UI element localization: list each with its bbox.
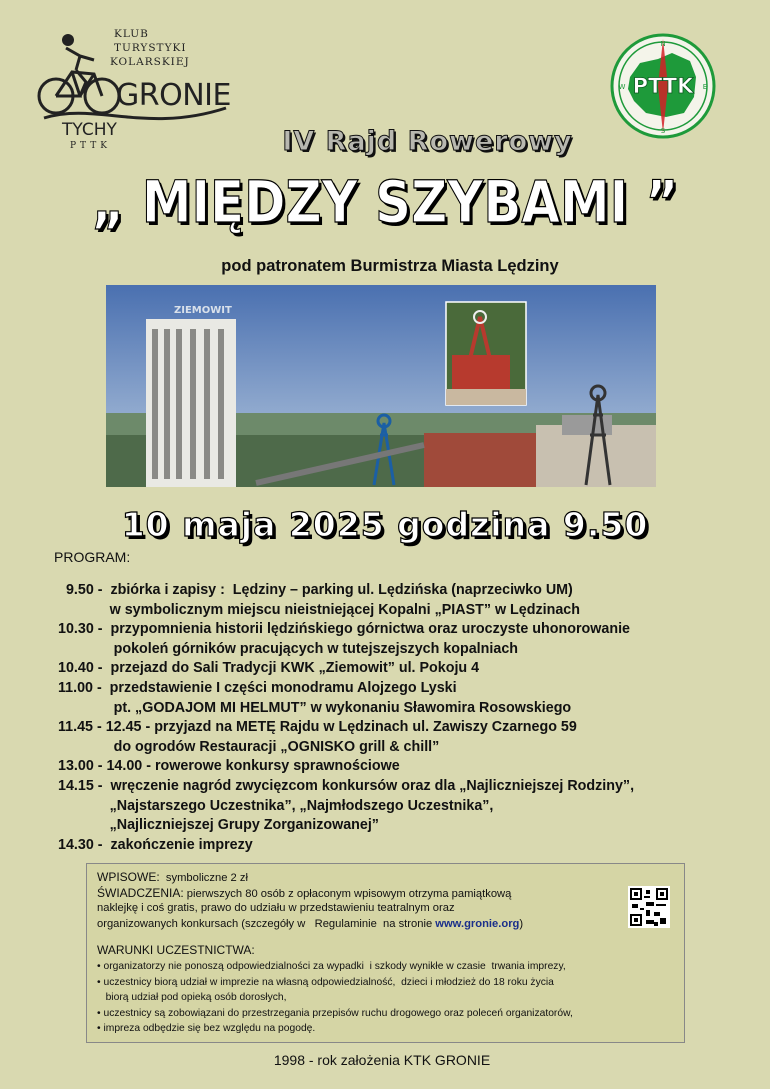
program-text: zbiórka i zapisy : Lędziny – parking ul. Lędzińska (naprzeciwko UM) bbox=[110, 582, 573, 598]
program-time: 9.50 - bbox=[58, 582, 111, 598]
compass-n: N bbox=[660, 40, 666, 48]
program-item-continuation: pokoleń górników pracujących w tutejszejszych kopalniach bbox=[58, 640, 518, 657]
compass-e: E bbox=[702, 83, 708, 91]
benefits-text-3: organizowanych konkursach (szczegóły w Regulaminie na stronie bbox=[97, 918, 436, 930]
club-city: TYCHY bbox=[62, 120, 117, 140]
program-time: 11.45 - 12.45 - bbox=[58, 719, 155, 736]
program-item-continuation: do ogrodów Restauracji „OGNISKO grill & chill” bbox=[58, 738, 440, 755]
program-item bbox=[58, 679, 738, 699]
fee-value: symboliczne 2 zł bbox=[159, 872, 248, 884]
compass-w: W bbox=[618, 83, 626, 91]
rally-subtitle: IV Rajd Rowerowy bbox=[282, 126, 573, 157]
program-item-continuation: „Najliczniejszej Grupy Zorganizowanej” bbox=[58, 817, 379, 834]
patronage-line: pod patronatem Burmistrza Miasta Lędziny bbox=[221, 257, 559, 275]
program-label: PROGRAM: bbox=[54, 549, 131, 565]
benefits-line-2: naklejkę i coś gratis, prawo do udziału w przedstawieniu teatralnym oraz bbox=[97, 902, 455, 914]
program-item-continuation: w symbolicznym miejscu nieistniejącej Kopalni „PIAST” w Lędzinach bbox=[58, 601, 580, 618]
club-name: GRONIE bbox=[116, 78, 231, 113]
benefits-line-1 bbox=[97, 886, 511, 900]
program-item bbox=[58, 620, 738, 640]
program-time: 14.30 - bbox=[58, 836, 111, 853]
fee-label: WPISOWE: bbox=[97, 870, 160, 884]
condition-item: • uczestnicy biorą udział w imprezie na własną odpowiedzialność, dzieci i młodzież do 18 roku życia bbox=[97, 976, 554, 988]
conditions-label: WARUNKI UCZESTNICTWA: bbox=[97, 943, 255, 957]
program-item-continuation: „Najstarszego Uczestnika”, „Najmłodszego Uczestnika”, bbox=[58, 797, 494, 814]
program-item bbox=[58, 757, 738, 777]
club-line-2: TURYSTYKI bbox=[114, 42, 187, 54]
program-text: przyjazd na METĘ Rajdu w Lędzinach ul. Zawiszy Czarnego 59 bbox=[154, 719, 577, 736]
program-time: 10.30 - bbox=[58, 621, 111, 638]
program-item bbox=[58, 836, 738, 856]
benefits-line-3 bbox=[97, 918, 523, 930]
program-time: 13.00 - 14.00 - bbox=[58, 758, 155, 775]
pttk-badge bbox=[610, 33, 716, 139]
footer-note: 1998 - rok założenia KTK GRONIE bbox=[273, 1052, 491, 1068]
program-time: 14.15 - bbox=[58, 777, 111, 794]
club-org: PTTK bbox=[70, 141, 111, 151]
rally-title: „ MIĘDZY SZYBAMI ” bbox=[91, 168, 679, 236]
program-item-continuation: pt. „GODAJOM MI HELMUT” w wykonaniu Sławomira Rosowskiego bbox=[58, 699, 572, 716]
badge-text: PTTK bbox=[632, 74, 694, 98]
website-link[interactable]: www.gronie.org bbox=[435, 918, 520, 930]
condition-item: • impreza odbędzie się bez względu na pogodę. bbox=[97, 1023, 316, 1034]
program-text: rowerowe konkursy sprawnościowe bbox=[154, 758, 400, 775]
pttk-compass-icon bbox=[610, 33, 716, 139]
tower-sign: ZIEMOWIT bbox=[174, 305, 232, 316]
program-time: 10.40 - bbox=[58, 660, 111, 677]
program-item bbox=[58, 581, 738, 601]
compass-s: S bbox=[660, 127, 666, 135]
benefits-label: ŚWIADCZENIA: bbox=[97, 886, 184, 900]
benefits-text-3-end: ) bbox=[519, 918, 524, 930]
program-item bbox=[58, 777, 738, 797]
info-box bbox=[86, 863, 685, 1043]
fee-line bbox=[97, 870, 248, 884]
benefits-text-1: pierwszych 80 osób z opłaconym wpisowym otrzyma pamiątkową bbox=[183, 888, 512, 900]
condition-item: • organizatorzy nie ponoszą odpowiedzialności za wypadki i szkody wynikłe w czasie trwania imprezy, bbox=[97, 961, 566, 972]
club-line-1: KLUB bbox=[114, 28, 149, 40]
program-item bbox=[58, 659, 738, 679]
condition-item: • uczestnicy są zobowiązani do przestrzegania przepisów ruchu drogowego oraz poleceń organizatorów, bbox=[97, 1007, 573, 1019]
program-text: przejazd do Sali Tradycji KWK „Ziemowit” ul. Pokoju 4 bbox=[110, 660, 480, 677]
club-line-3: KOLARSKIEJ bbox=[110, 56, 190, 68]
mine-shafts-photo bbox=[106, 285, 656, 487]
qr-code-icon[interactable] bbox=[628, 886, 670, 928]
program-item bbox=[58, 718, 738, 738]
program-list bbox=[58, 581, 738, 855]
program-text: zakończenie imprezy bbox=[110, 836, 253, 853]
program-time: 11.00 - bbox=[58, 679, 110, 696]
program-text: przedstawienie I części monodramu Alojzego Lyski bbox=[109, 679, 457, 696]
event-date: 10 maja 2025 godzina 9.50 bbox=[121, 505, 649, 544]
program-text: wręczenie nagród zwycięzcom konkursów oraz dla „Najliczniejszej Rodziny”, bbox=[110, 777, 635, 794]
condition-item: biorą udział pod opieką osób dorosłych, bbox=[97, 992, 287, 1003]
program-text: przypomnienia historii lędzińskiego górnictwa oraz uroczyste uhonorowanie bbox=[110, 621, 631, 638]
